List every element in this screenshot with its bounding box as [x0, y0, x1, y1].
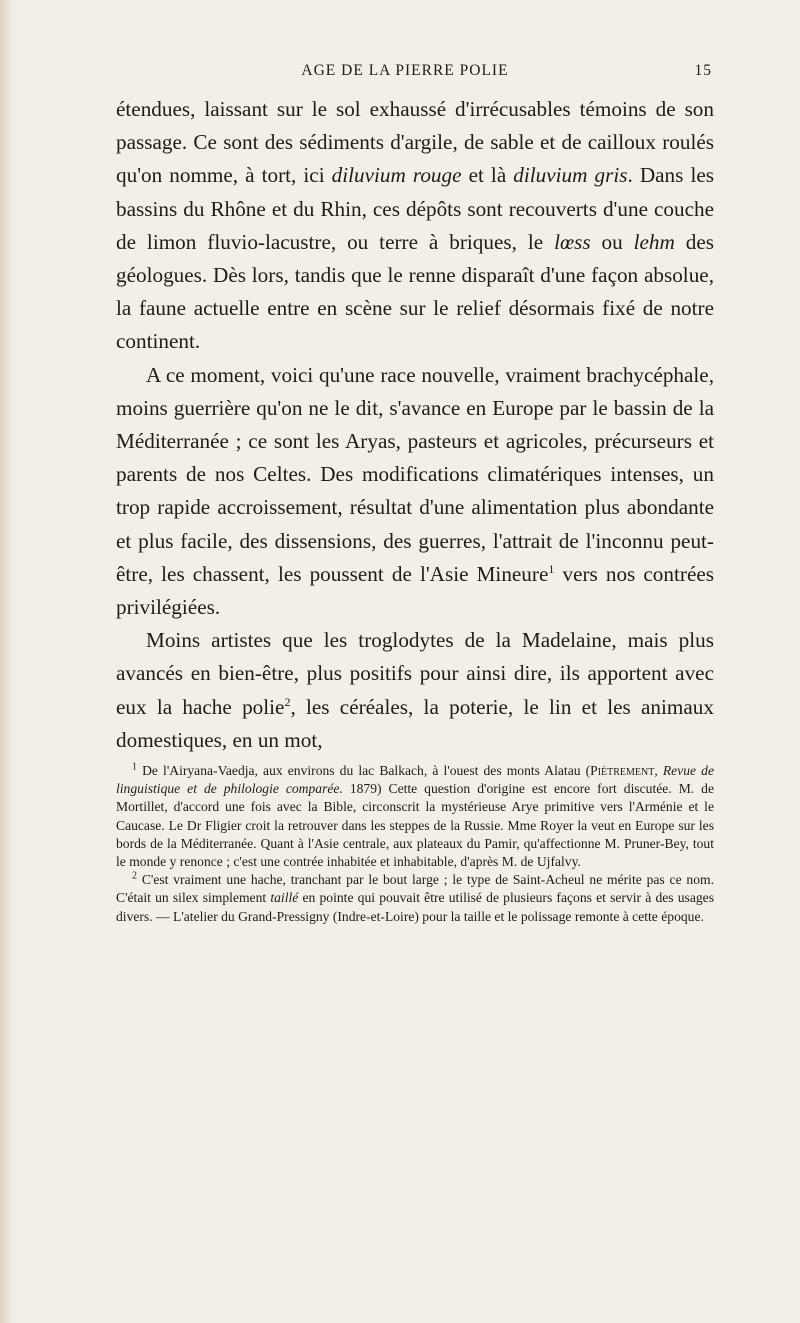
italic-term: lehm: [633, 229, 675, 254]
footnote-reference: 2: [284, 694, 291, 709]
italic-term: lœss: [554, 229, 591, 254]
paragraph-3: [116, 624, 714, 757]
italic-term: diluvium rouge: [331, 163, 462, 188]
footnote-reference: 1: [548, 561, 555, 576]
text-run: ,: [654, 763, 663, 778]
italic-term: taillé: [270, 890, 299, 906]
paragraph-2: [116, 359, 714, 625]
footnote-number: 1: [132, 761, 137, 773]
journal-title: Revue de linguistique et de philologie comparée.: [116, 763, 715, 797]
text-run: , les céréales, la poterie, le lin et les animaux domestiques, en un mot,: [116, 694, 714, 752]
page-edge-shadow: [0, 0, 14, 1323]
main-text: [116, 93, 714, 757]
page-number: 15: [694, 62, 712, 79]
footnote-2: [116, 871, 714, 926]
text-run: des géologues. Dès lors, tandis que le renne disparaît d'une façon absolue, la faune actuelle entre en scène sur le relief désormais fixé de notre continent.: [116, 229, 715, 354]
text-run: De l'Airyana-Vaedja, aux environs du lac Balkach, à l'ouest des monts Alatau (: [137, 763, 591, 778]
text-run: Moins artistes que les troglodytes de la Madelaine, mais plus avancés en bien-être, plus positifs pour ainsi dire, ils apportent avec eux la hache polie: [116, 628, 714, 719]
text-run: A ce moment, voici qu'une race nouvelle, vraiment brachycéphale, moins guerrière qu'on ne le dit, s'avance en Europe par le bassin de la Méditerranée ; ce sont les Aryas, pasteurs et agricoles, précurseurs et parents de nos Celtes. Des modifications climatériques intenses, un trop rapide accroissement, résultat d'une alimentation plus abondante et plus facile, des dissensions, des guerres, l'attrait de l'inconnu peut-être, les chassent, les poussent de l'Asie Mineure: [116, 362, 714, 586]
text-run: . Dans les bassins du Rhône et du Rhin, ces dépôts sont recouverts d'une couche de limon fluvio-lacustre, ou terre à briques, le: [116, 163, 714, 254]
footnote-1: [116, 762, 714, 871]
author-name: Piétrement: [590, 763, 655, 778]
text-run: C'est vraiment une hache, tranchant par le bout large ; le type de Saint-Acheul ne mérite pas ce nom. C'était un silex simplement: [116, 872, 714, 906]
running-header: [98, 62, 712, 86]
text-run: et là: [461, 163, 514, 188]
footnote-number: 2: [132, 870, 137, 882]
text-run: ou: [590, 229, 634, 254]
text-run: en pointe qui pouvait être utilisé de plusieurs façons et servir à des usages divers. — L'atelier du Grand-Pressigny (Indre-et-Loire) pour la taille et le polissage remonte à cette époque.: [116, 890, 714, 924]
paragraph-1: [116, 93, 714, 359]
text-run: 1879) Cette question d'origine est encore fort discutée. M. de Mortillet, d'accord une fois avec la Bible, circonscrit la mystérieuse Arye primitive vers l'Arménie et le Caucase. Le Dr Fligier croit la retrouver dans les steppes de la Russie. Mme Royer la veut en Europe sur les bords de la Méditerranée. Quant à l'Asie centrale, aux plateaux du Pamir, qu'affectionne M. Pruner-Bey, tout le monde y renonce ; c'est une contrée inhabitée et inhabitable, d'après M. de Ujfalvy.: [116, 781, 714, 870]
text-run: étendues, laissant sur le sol exhaussé d'irrécusables témoins de son passage. Ce sont des sédiments d'argile, de sable et de cailloux roulés qu'on nomme, à tort, ici: [116, 97, 714, 188]
footnotes: [116, 762, 714, 926]
running-title: AGE DE LA PIERRE POLIE: [301, 62, 509, 79]
text-run: vers nos contrées privilégiées.: [116, 561, 714, 620]
italic-term: diluvium gris: [513, 163, 628, 188]
